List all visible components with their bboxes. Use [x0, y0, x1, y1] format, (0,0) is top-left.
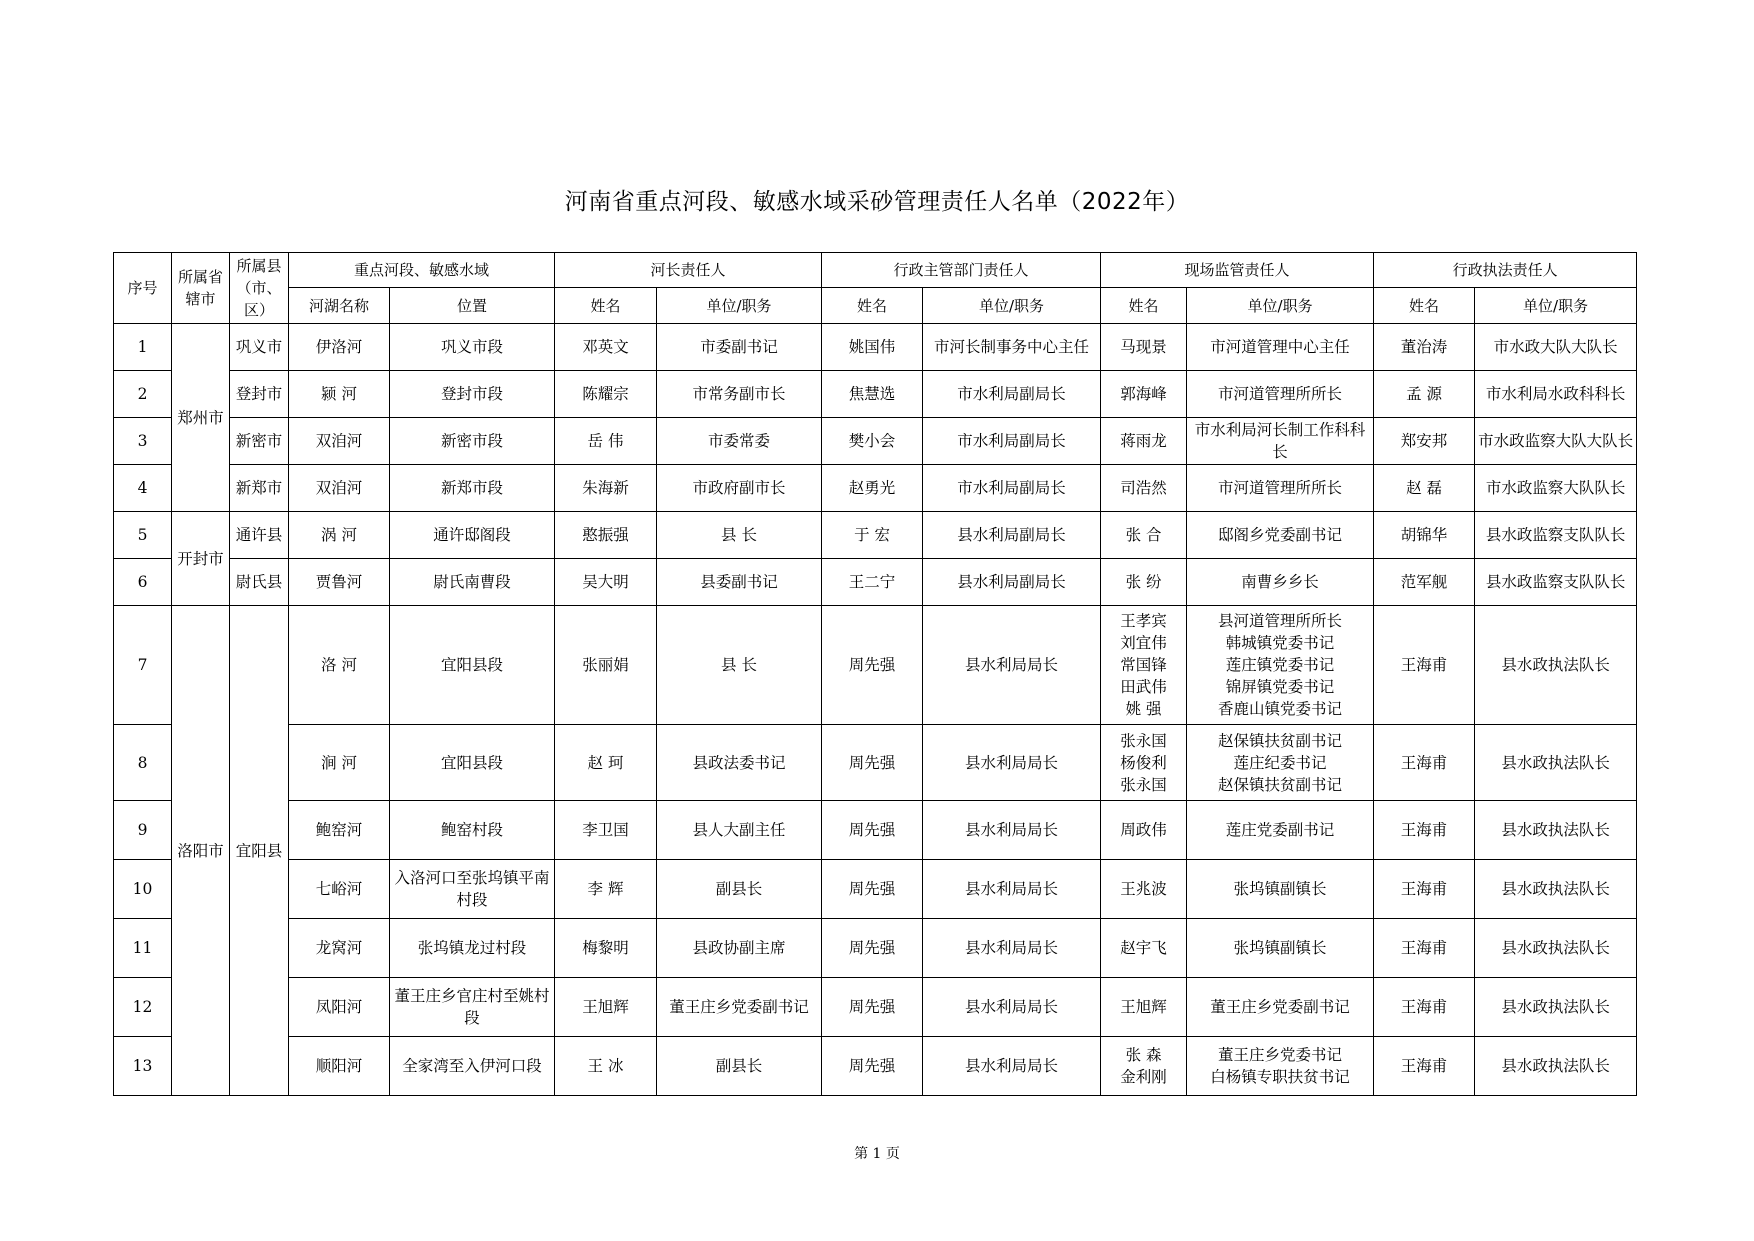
header-chief-name: 姓名	[555, 288, 657, 324]
cell-chief-name: 赵 珂	[555, 725, 657, 801]
cell-onsite-names-line: 张永国	[1120, 775, 1167, 794]
cell-admin-name: 焦慧选	[822, 371, 923, 418]
cell-onsite-names	[1101, 801, 1187, 860]
cell-county: 巩义市	[230, 324, 289, 371]
cell-county: 新密市	[230, 418, 289, 465]
cell-onsite-duties-line: 莲庄党委副书记	[1225, 821, 1335, 839]
cell-enf-name: 王海甫	[1374, 919, 1475, 978]
cell-river: 颍 河	[289, 371, 390, 418]
cell-chief-duty: 县委副书记	[657, 559, 822, 606]
cell-onsite-names-line: 刘宜伟	[1120, 634, 1167, 652]
cell-enf-duty: 县水政执法队长	[1475, 978, 1637, 1037]
header-location: 位置	[390, 288, 555, 324]
cell-seq: 3	[114, 418, 172, 465]
cell-county: 通许县	[230, 512, 289, 559]
cell-river: 凤阳河	[289, 978, 390, 1037]
cell-enf-duty: 县水政执法队长	[1475, 606, 1637, 725]
cell-admin-name: 樊小会	[822, 418, 923, 465]
cell-onsite-duties-line: 赵保镇扶贫副书记	[1218, 775, 1343, 794]
cell-onsite-duties-line: 邸阁乡党委副书记	[1218, 526, 1343, 544]
cell-enf-duty: 县水政监察支队队长	[1475, 559, 1637, 606]
cell-admin-duty: 县水利局局长	[923, 919, 1101, 978]
cell-onsite-names-line: 金利刚	[1120, 1068, 1167, 1086]
header-key-section: 重点河段、敏感水域	[289, 253, 555, 288]
table-row	[114, 512, 1637, 559]
cell-enf-duty: 县水政执法队长	[1475, 725, 1637, 801]
cell-admin-name: 王二宁	[822, 559, 923, 606]
cell-onsite-duties-line: 南曹乡乡长	[1241, 573, 1319, 591]
cell-onsite-duties-line: 市河道管理所所长	[1218, 385, 1343, 403]
cell-onsite-duties-line: 张坞镇副镇长	[1233, 880, 1327, 898]
cell-seq: 4	[114, 465, 172, 512]
cell-onsite-duties	[1187, 1037, 1374, 1096]
table-row	[114, 919, 1637, 978]
cell-river: 龙窝河	[289, 919, 390, 978]
header-enforcement: 行政执法责任人	[1374, 253, 1637, 288]
cell-enf-name: 胡锦华	[1374, 512, 1475, 559]
cell-chief-duty: 市委副书记	[657, 324, 822, 371]
cell-admin-duty: 县水利局副局长	[923, 559, 1101, 606]
table-row	[114, 725, 1637, 801]
header-enf-duty: 单位/职务	[1475, 288, 1637, 324]
cell-enf-duty: 县水政监察支队队长	[1475, 512, 1637, 559]
cell-enf-duty: 县水政执法队长	[1475, 919, 1637, 978]
cell-onsite-names-line: 张 合	[1125, 526, 1162, 544]
cell-onsite-duties	[1187, 371, 1374, 418]
cell-city: 洛阳市	[172, 606, 230, 1096]
cell-city: 开封市	[172, 512, 230, 606]
cell-location: 通许邸阁段	[390, 512, 555, 559]
cell-onsite-names-line: 马现景	[1120, 338, 1167, 356]
cell-chief-name: 王 冰	[555, 1037, 657, 1096]
cell-chief-duty: 市政府副市长	[657, 465, 822, 512]
cell-onsite-names	[1101, 860, 1187, 919]
cell-county: 新郑市	[230, 465, 289, 512]
cell-admin-name: 周先强	[822, 606, 923, 725]
cell-chief-duty: 县政协副主席	[657, 919, 822, 978]
cell-admin-name: 周先强	[822, 801, 923, 860]
cell-chief-name: 梅黎明	[555, 919, 657, 978]
cell-admin-name: 周先强	[822, 860, 923, 919]
header-river-chief: 河长责任人	[555, 253, 822, 288]
cell-chief-name: 邓英文	[555, 324, 657, 371]
cell-admin-duty: 市水利局副局长	[923, 465, 1101, 512]
cell-admin-duty: 市河长制事务中心主任	[923, 324, 1101, 371]
cell-onsite-names	[1101, 512, 1187, 559]
cell-river: 鲍窑河	[289, 801, 390, 860]
cell-county: 登封市	[230, 371, 289, 418]
cell-enf-name: 王海甫	[1374, 860, 1475, 919]
cell-river: 洛 河	[289, 606, 390, 725]
cell-onsite-names	[1101, 978, 1187, 1037]
cell-chief-name: 陈耀宗	[555, 371, 657, 418]
cell-chief-name: 朱海新	[555, 465, 657, 512]
cell-onsite-names-line: 田武伟	[1120, 678, 1167, 696]
cell-seq: 6	[114, 559, 172, 606]
table-row	[114, 1037, 1637, 1096]
table-row	[114, 978, 1637, 1037]
cell-river: 双洎河	[289, 465, 390, 512]
header-county: 所属县（市、区）	[230, 253, 289, 324]
cell-onsite-names	[1101, 725, 1187, 801]
cell-admin-name: 周先强	[822, 978, 923, 1037]
cell-onsite-names	[1101, 418, 1187, 465]
cell-seq: 2	[114, 371, 172, 418]
cell-onsite-names-line: 杨俊利	[1120, 753, 1167, 772]
cell-onsite-names-line: 王旭辉	[1120, 998, 1167, 1016]
cell-onsite-duties-line: 白杨镇专职扶贫书记	[1210, 1068, 1350, 1086]
cell-onsite-duties	[1187, 978, 1374, 1037]
cell-onsite-duties-line: 锦屏镇党委书记	[1225, 678, 1335, 696]
responsibility-table	[113, 252, 1637, 1096]
cell-enf-name: 赵 磊	[1374, 465, 1475, 512]
cell-location: 新郑市段	[390, 465, 555, 512]
cell-enf-name: 王海甫	[1374, 725, 1475, 801]
cell-onsite-names-line: 赵宇飞	[1120, 939, 1167, 957]
cell-river: 涧 河	[289, 725, 390, 801]
cell-onsite-duties-line: 莲庄镇党委书记	[1225, 656, 1335, 674]
cell-enf-name: 王海甫	[1374, 1037, 1475, 1096]
cell-onsite-duties	[1187, 606, 1374, 725]
cell-onsite-duties-line: 董王庄乡党委书记	[1218, 1046, 1343, 1064]
cell-onsite-duties	[1187, 559, 1374, 606]
cell-chief-duty: 县 长	[657, 606, 822, 725]
header-admin-name: 姓名	[822, 288, 923, 324]
cell-chief-duty: 董王庄乡党委副书记	[657, 978, 822, 1037]
cell-river: 顺阳河	[289, 1037, 390, 1096]
cell-onsite-duties	[1187, 512, 1374, 559]
header-admin-dept: 行政主管部门责任人	[822, 253, 1101, 288]
cell-enf-duty: 市水政监察大队大队长	[1475, 418, 1637, 465]
document-title: 河南省重点河段、敏感水域采砂管理责任人名单（2022年）	[564, 189, 1190, 215]
cell-river: 涡 河	[289, 512, 390, 559]
cell-onsite-duties-line: 市河道管理所所长	[1218, 479, 1343, 497]
table-row	[114, 606, 1637, 725]
cell-location: 鲍窑村段	[390, 801, 555, 860]
cell-enf-name: 郑安邦	[1374, 418, 1475, 465]
cell-seq: 11	[114, 919, 172, 978]
cell-admin-name: 于 宏	[822, 512, 923, 559]
table-row	[114, 418, 1637, 465]
cell-onsite-names	[1101, 371, 1187, 418]
cell-onsite-duties	[1187, 919, 1374, 978]
page-number: 第 1 页	[854, 1146, 900, 1162]
cell-chief-duty: 副县长	[657, 860, 822, 919]
cell-onsite-duties-line: 赵保镇扶贫副书记	[1218, 731, 1343, 750]
cell-city: 郑州市	[172, 324, 230, 512]
cell-location: 宜阳县段	[390, 725, 555, 801]
cell-onsite-names	[1101, 559, 1187, 606]
header-enf-name: 姓名	[1374, 288, 1475, 324]
cell-admin-duty: 县水利局局长	[923, 1037, 1101, 1096]
cell-onsite-names-line: 司浩然	[1120, 479, 1167, 497]
cell-enf-name: 孟 源	[1374, 371, 1475, 418]
cell-admin-name: 周先强	[822, 725, 923, 801]
cell-onsite-duties-line: 董王庄乡党委副书记	[1210, 998, 1350, 1016]
cell-onsite-duties-line: 县河道管理所所长	[1218, 612, 1343, 630]
cell-enf-duty: 县水政执法队长	[1475, 860, 1637, 919]
cell-seq: 5	[114, 512, 172, 559]
cell-onsite-duties-line: 韩城镇党委书记	[1225, 634, 1335, 652]
cell-chief-name: 憨振强	[555, 512, 657, 559]
cell-admin-name: 姚国伟	[822, 324, 923, 371]
cell-onsite-names-line: 郭海峰	[1120, 385, 1167, 403]
header-admin-duty: 单位/职务	[923, 288, 1101, 324]
header-seq: 序号	[114, 253, 172, 324]
cell-onsite-names	[1101, 1037, 1187, 1096]
cell-onsite-duties	[1187, 465, 1374, 512]
cell-river: 贾鲁河	[289, 559, 390, 606]
cell-enf-name: 王海甫	[1374, 801, 1475, 860]
cell-county: 尉氏县	[230, 559, 289, 606]
cell-admin-name: 赵勇光	[822, 465, 923, 512]
cell-location: 张坞镇龙过村段	[390, 919, 555, 978]
cell-river: 伊洛河	[289, 324, 390, 371]
header-river-name: 河湖名称	[289, 288, 390, 324]
cell-onsite-names-line: 张 森	[1125, 1046, 1162, 1064]
table-body	[114, 324, 1637, 1096]
cell-onsite-names-line: 王孝宾	[1120, 612, 1167, 630]
cell-river: 双洎河	[289, 418, 390, 465]
cell-seq: 12	[114, 978, 172, 1037]
cell-chief-duty: 市常务副市长	[657, 371, 822, 418]
cell-onsite-duties	[1187, 418, 1374, 465]
cell-seq: 10	[114, 860, 172, 919]
cell-chief-name: 李卫国	[555, 801, 657, 860]
cell-onsite-names	[1101, 919, 1187, 978]
cell-location: 宜阳县段	[390, 606, 555, 725]
cell-admin-duty: 市水利局副局长	[923, 418, 1101, 465]
cell-chief-duty: 市委常委	[657, 418, 822, 465]
cell-chief-name: 李 辉	[555, 860, 657, 919]
cell-admin-duty: 市水利局副局长	[923, 371, 1101, 418]
cell-location: 全家湾至入伊河口段	[390, 1037, 555, 1096]
cell-admin-duty: 县水利局局长	[923, 606, 1101, 725]
cell-onsite-names-line: 常国锋	[1120, 656, 1167, 674]
cell-chief-duty: 县政法委书记	[657, 725, 822, 801]
cell-enf-name: 王海甫	[1374, 978, 1475, 1037]
cell-onsite-names-line: 王兆波	[1120, 880, 1167, 898]
cell-county: 宜阳县	[230, 606, 289, 1096]
cell-location: 尉氏南曹段	[390, 559, 555, 606]
cell-seq: 8	[114, 725, 172, 801]
cell-onsite-duties	[1187, 725, 1374, 801]
cell-chief-name: 张丽娟	[555, 606, 657, 725]
cell-location: 巩义市段	[390, 324, 555, 371]
cell-enf-name: 董治涛	[1374, 324, 1475, 371]
cell-enf-duty: 市水政监察大队队长	[1475, 465, 1637, 512]
cell-onsite-names-line: 张 纷	[1125, 573, 1162, 591]
cell-admin-name: 周先强	[822, 1037, 923, 1096]
cell-seq: 7	[114, 606, 172, 725]
table-row	[114, 801, 1637, 860]
cell-enf-duty: 县水政执法队长	[1475, 1037, 1637, 1096]
header-province-city: 所属省辖市	[172, 253, 230, 324]
cell-onsite-duties	[1187, 324, 1374, 371]
cell-river: 七峪河	[289, 860, 390, 919]
cell-onsite-duties-line: 莲庄纪委书记	[1233, 753, 1327, 772]
cell-chief-duty: 县 长	[657, 512, 822, 559]
cell-onsite-names	[1101, 606, 1187, 725]
table-row	[114, 371, 1637, 418]
cell-location: 新密市段	[390, 418, 555, 465]
table-row	[114, 559, 1637, 606]
table-row	[114, 860, 1637, 919]
cell-admin-duty: 县水利局局长	[923, 725, 1101, 801]
cell-onsite-names	[1101, 324, 1187, 371]
header-onsite-name: 姓名	[1101, 288, 1187, 324]
cell-seq: 9	[114, 801, 172, 860]
cell-onsite-duties-line: 香鹿山镇党委书记	[1218, 700, 1343, 718]
cell-onsite-names	[1101, 465, 1187, 512]
cell-enf-duty: 县水政执法队长	[1475, 801, 1637, 860]
cell-admin-duty: 县水利局局长	[923, 978, 1101, 1037]
cell-chief-duty: 副县长	[657, 1037, 822, 1096]
cell-onsite-duties	[1187, 801, 1374, 860]
cell-onsite-duties-line: 市河道管理中心主任	[1210, 338, 1350, 356]
cell-onsite-names-line: 蒋雨龙	[1120, 432, 1167, 450]
cell-admin-name: 周先强	[822, 919, 923, 978]
cell-enf-name: 范军舰	[1374, 559, 1475, 606]
cell-onsite-duties	[1187, 860, 1374, 919]
cell-seq: 1	[114, 324, 172, 371]
cell-admin-duty: 县水利局局长	[923, 801, 1101, 860]
cell-onsite-duties-line: 张坞镇副镇长	[1233, 939, 1327, 957]
cell-chief-name: 吴大明	[555, 559, 657, 606]
cell-chief-name: 岳 伟	[555, 418, 657, 465]
cell-onsite-names-line: 姚 强	[1125, 700, 1162, 718]
header-onsite-duty: 单位/职务	[1187, 288, 1374, 324]
cell-enf-duty: 市水利局水政科科长	[1475, 371, 1637, 418]
table-row	[114, 465, 1637, 512]
cell-onsite-names-line: 周政伟	[1120, 821, 1167, 839]
cell-enf-name: 王海甫	[1374, 606, 1475, 725]
cell-chief-name: 王旭辉	[555, 978, 657, 1037]
cell-enf-duty: 市水政大队大队长	[1475, 324, 1637, 371]
cell-location: 登封市段	[390, 371, 555, 418]
cell-location: 董王庄乡官庄村至姚村段	[390, 978, 555, 1037]
cell-chief-duty: 县人大副主任	[657, 801, 822, 860]
cell-location: 入洛河口至张坞镇平南村段	[390, 860, 555, 919]
cell-onsite-duties-line: 市水利局河长制工作科科长	[1194, 421, 1366, 461]
header-chief-duty: 单位/职务	[657, 288, 822, 324]
cell-seq: 13	[114, 1037, 172, 1096]
cell-admin-duty: 县水利局副局长	[923, 512, 1101, 559]
table-row	[114, 324, 1637, 371]
cell-admin-duty: 县水利局局长	[923, 860, 1101, 919]
header-onsite: 现场监管责任人	[1101, 253, 1374, 288]
cell-onsite-names-line: 张永国	[1120, 731, 1167, 750]
